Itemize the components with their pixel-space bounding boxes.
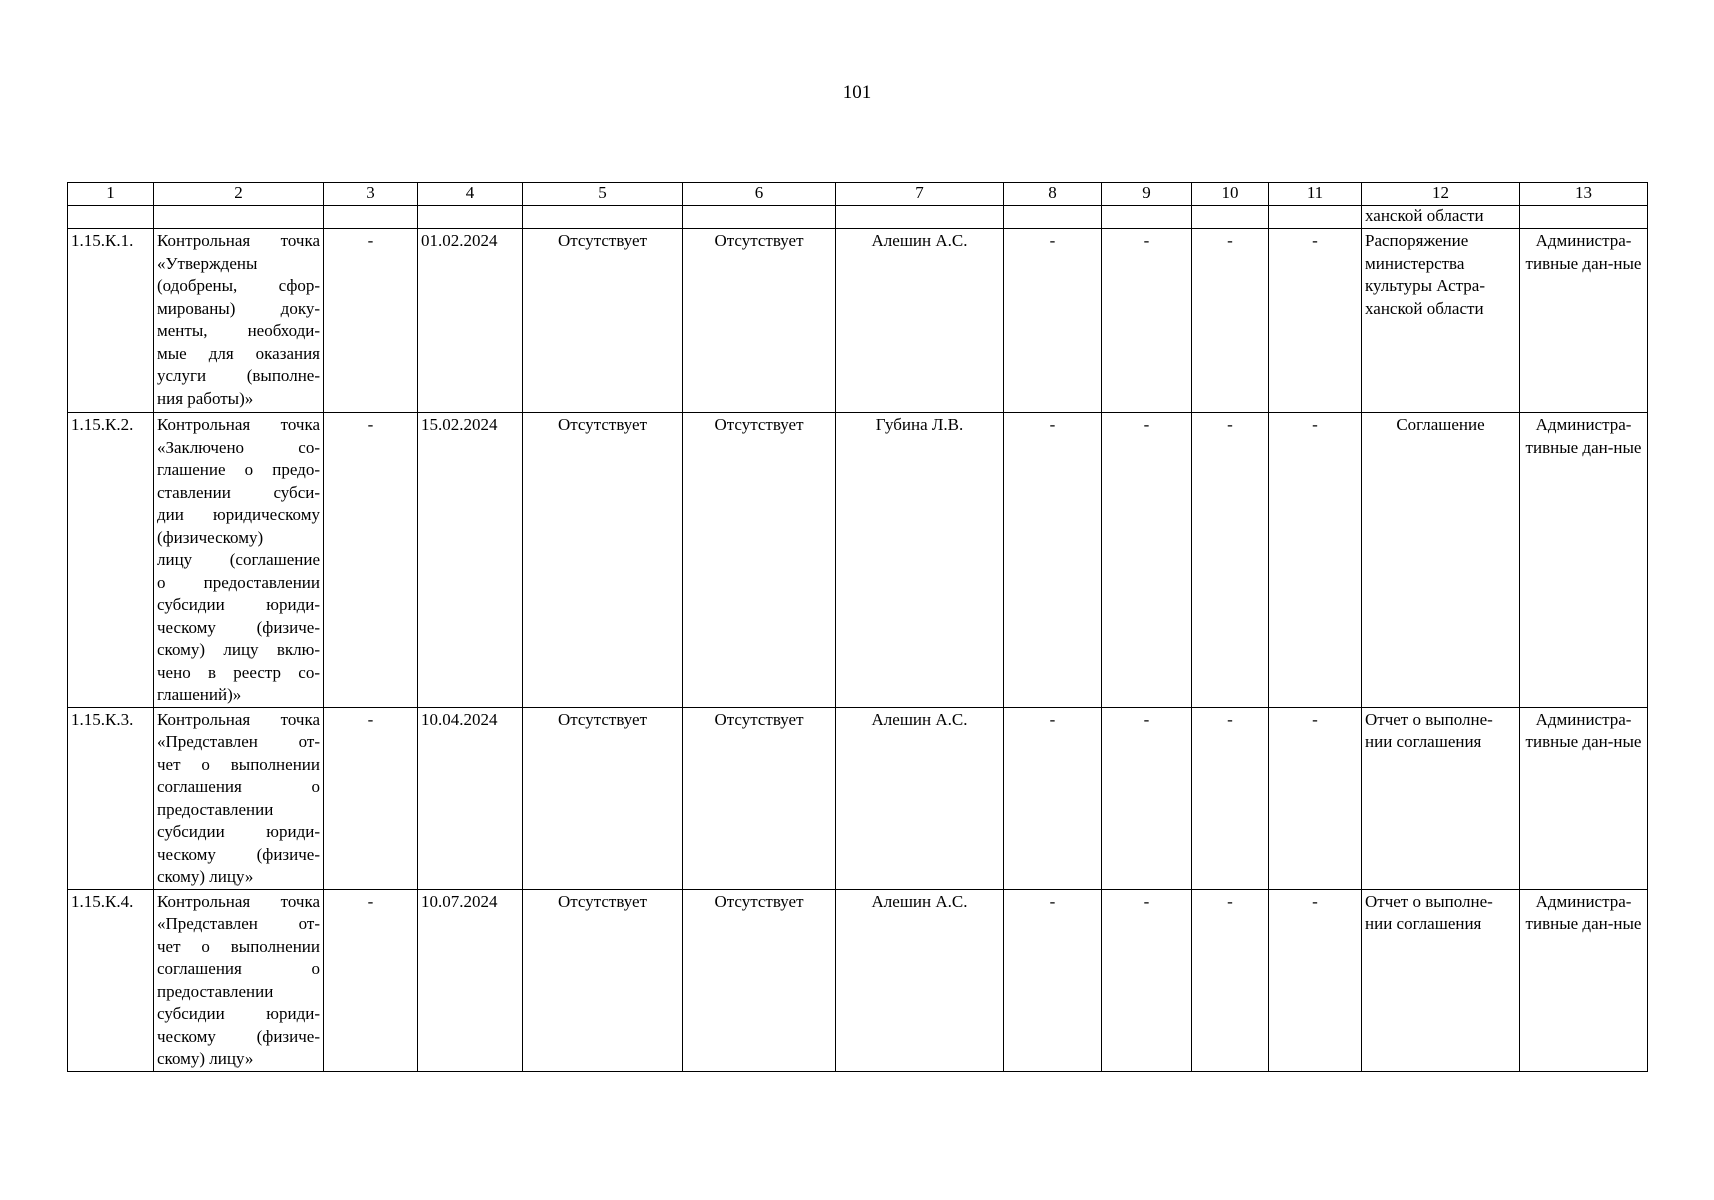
col5-value: Отсутствует bbox=[523, 889, 683, 1071]
control-point-description bbox=[154, 707, 324, 889]
col3-value: - bbox=[324, 413, 418, 708]
col9-value: - bbox=[1102, 707, 1192, 889]
continuation-row bbox=[68, 206, 1648, 229]
description-line: мированы) доку- bbox=[157, 298, 320, 318]
control-point-row bbox=[68, 889, 1648, 1071]
responsible-person: Алешин А.С. bbox=[836, 229, 1004, 413]
control-point-id: 1.15.К.1. bbox=[68, 229, 154, 413]
responsible-person: Губина Л.В. bbox=[836, 413, 1004, 708]
empty-cell bbox=[68, 206, 154, 229]
control-points-table bbox=[67, 182, 1648, 1072]
description-line: ческому (физиче- bbox=[157, 617, 320, 637]
col3-value: - bbox=[324, 229, 418, 413]
description-line: субсидии юриди- bbox=[157, 822, 320, 841]
description-line: лицу (соглашение bbox=[157, 550, 320, 569]
header-cell: 13 bbox=[1520, 183, 1648, 206]
description-line: соглашения о bbox=[157, 959, 320, 978]
col8-value: - bbox=[1004, 707, 1102, 889]
header-cell: 7 bbox=[836, 183, 1004, 206]
document-type: Отчет о выполне-нии соглашения bbox=[1362, 707, 1520, 889]
col3-value: - bbox=[324, 707, 418, 889]
col3-value: - bbox=[324, 889, 418, 1071]
control-point-id: 1.15.К.4. bbox=[68, 889, 154, 1071]
header-cell: 3 bbox=[324, 183, 418, 206]
date-value: 01.02.2024 bbox=[418, 229, 523, 413]
control-point-description bbox=[154, 413, 324, 708]
document-continuation: ханской области bbox=[1362, 206, 1520, 229]
description-line: мые для оказания bbox=[157, 343, 320, 363]
col9-value: - bbox=[1102, 889, 1192, 1071]
description-line: (одобрены, сфор- bbox=[157, 276, 320, 295]
date-value: 10.04.2024 bbox=[418, 707, 523, 889]
col8-value: - bbox=[1004, 413, 1102, 708]
empty-cell bbox=[1004, 206, 1102, 229]
col9-value: - bbox=[1102, 229, 1192, 413]
empty-cell bbox=[324, 206, 418, 229]
header-cell: 2 bbox=[154, 183, 324, 206]
description-line: Контрольная точка bbox=[157, 231, 320, 250]
description-line: дии юридическому bbox=[157, 505, 320, 524]
col11-value: - bbox=[1269, 229, 1362, 413]
col10-value: - bbox=[1192, 707, 1269, 889]
description-line: Контрольная точка bbox=[157, 415, 320, 434]
description-line: менты, необходи- bbox=[157, 321, 320, 340]
description-line: скому) лицу вклю- bbox=[157, 640, 320, 659]
description-line: (физическому) bbox=[157, 527, 264, 547]
data-source: Администра-тивные дан-ные bbox=[1520, 889, 1648, 1071]
description-line: ческому (физиче- bbox=[157, 844, 320, 864]
col10-value: - bbox=[1192, 229, 1269, 413]
empty-cell bbox=[154, 206, 324, 229]
col5-value: Отсутствует bbox=[523, 707, 683, 889]
empty-cell bbox=[1269, 206, 1362, 229]
header-cell: 10 bbox=[1192, 183, 1269, 206]
control-point-description bbox=[154, 229, 324, 413]
description-line: чено в реестр со- bbox=[157, 662, 320, 682]
description-line: соглашения о bbox=[157, 777, 320, 796]
description-line: предоставлении bbox=[157, 799, 274, 819]
header-cell: 11 bbox=[1269, 183, 1362, 206]
header-row bbox=[68, 183, 1648, 206]
col6-value: Отсутствует bbox=[683, 707, 836, 889]
empty-cell bbox=[1520, 206, 1648, 229]
empty-cell bbox=[683, 206, 836, 229]
control-point-id: 1.15.К.2. bbox=[68, 413, 154, 708]
empty-cell bbox=[523, 206, 683, 229]
description-line: субсидии юриди- bbox=[157, 595, 320, 614]
data-source: Администра-тивные дан-ные bbox=[1520, 413, 1648, 708]
control-point-row bbox=[68, 707, 1648, 889]
control-point-id: 1.15.К.3. bbox=[68, 707, 154, 889]
date-value: 15.02.2024 bbox=[418, 413, 523, 708]
description-line: «Заключено со- bbox=[157, 437, 320, 457]
control-point-description bbox=[154, 889, 324, 1071]
empty-cell bbox=[836, 206, 1004, 229]
header-cell: 6 bbox=[683, 183, 836, 206]
description-line: ния работы)» bbox=[157, 388, 254, 408]
col11-value: - bbox=[1269, 413, 1362, 708]
description-line: глашение о предо- bbox=[157, 460, 320, 479]
col8-value: - bbox=[1004, 229, 1102, 413]
control-point-row bbox=[68, 229, 1648, 413]
empty-cell bbox=[1192, 206, 1269, 229]
document-type: Соглашение bbox=[1362, 413, 1520, 708]
col10-value: - bbox=[1192, 413, 1269, 708]
description-line: «Представлен от- bbox=[157, 914, 320, 933]
description-line: о предоставлении bbox=[157, 572, 320, 592]
header-cell: 1 bbox=[68, 183, 154, 206]
document-type: Отчет о выполне-нии соглашения bbox=[1362, 889, 1520, 1071]
data-source: Администра-тивные дан-ные bbox=[1520, 707, 1648, 889]
description-line: Контрольная точка bbox=[157, 709, 320, 729]
col11-value: - bbox=[1269, 889, 1362, 1071]
description-line: ставлении субси- bbox=[157, 482, 320, 502]
header-cell: 8 bbox=[1004, 183, 1102, 206]
header-cell: 5 bbox=[523, 183, 683, 206]
page-number: 101 bbox=[842, 82, 872, 103]
col5-value: Отсутствует bbox=[523, 413, 683, 708]
header-cell: 9 bbox=[1102, 183, 1192, 206]
description-line: чет о выполнении bbox=[157, 754, 320, 774]
document-type: Распоряжение министерства культуры Астра-ханской области bbox=[1362, 229, 1520, 413]
header-cell: 12 bbox=[1362, 183, 1520, 206]
description-line: субсидии юриди- bbox=[157, 1004, 320, 1023]
description-line: «Представлен от- bbox=[157, 732, 320, 751]
description-line: чет о выполнении bbox=[157, 936, 320, 956]
col6-value: Отсутствует bbox=[683, 413, 836, 708]
col8-value: - bbox=[1004, 889, 1102, 1071]
empty-cell bbox=[1102, 206, 1192, 229]
control-point-row bbox=[68, 413, 1648, 708]
col5-value: Отсутствует bbox=[523, 229, 683, 413]
description-line: предоставлении bbox=[157, 981, 274, 1001]
col9-value: - bbox=[1102, 413, 1192, 708]
responsible-person: Алешин А.С. bbox=[836, 889, 1004, 1071]
col6-value: Отсутствует bbox=[683, 229, 836, 413]
col6-value: Отсутствует bbox=[683, 889, 836, 1071]
col10-value: - bbox=[1192, 889, 1269, 1071]
description-line: услуги (выполне- bbox=[157, 366, 320, 385]
description-line: ческому (физиче- bbox=[157, 1026, 320, 1046]
responsible-person: Алешин А.С. bbox=[836, 707, 1004, 889]
description-line: глашений)» bbox=[157, 685, 242, 704]
header-cell: 4 bbox=[418, 183, 523, 206]
description-line: скому) лицу» bbox=[157, 1049, 254, 1068]
date-value: 10.07.2024 bbox=[418, 889, 523, 1071]
description-line: Контрольная точка bbox=[157, 891, 320, 911]
description-line: скому) лицу» bbox=[157, 867, 254, 886]
col11-value: - bbox=[1269, 707, 1362, 889]
description-line: «Утверждены bbox=[157, 253, 258, 273]
empty-cell bbox=[418, 206, 523, 229]
data-source: Администра-тивные дан-ные bbox=[1520, 229, 1648, 413]
